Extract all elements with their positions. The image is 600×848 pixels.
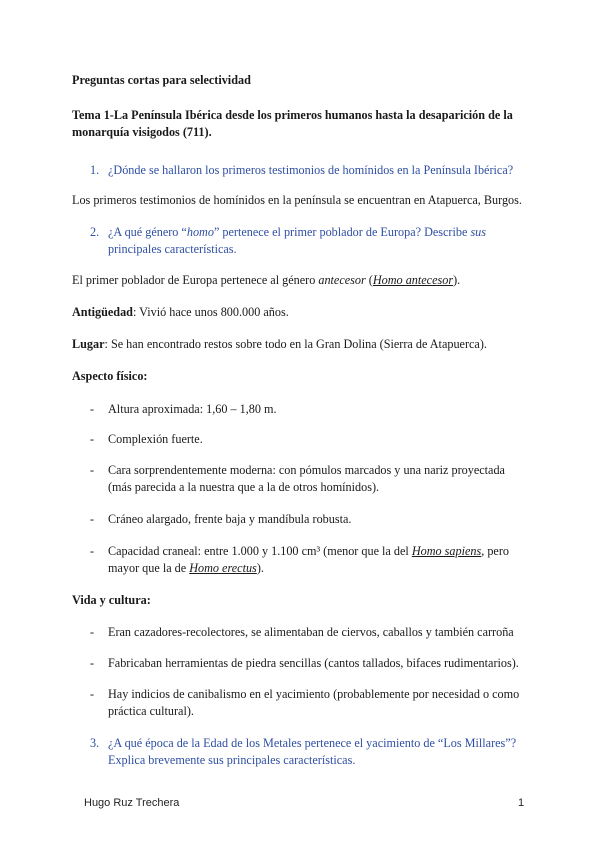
aspecto-item-4: Cráneo alargado, frente baja y mandíbula robusta. — [108, 512, 352, 526]
aspecto-item-2: Complexión fuerte. — [108, 432, 203, 446]
bullet-dash: - — [90, 512, 95, 526]
aspecto-item-1: Altura aproximada: 1,60 – 1,80 m. — [108, 402, 277, 416]
bullet-dash: - — [90, 687, 95, 701]
vida-item-3: Hay indicios de canibalismo en el yacimiento (probablemente por necesidad o como práctica cultural). — [108, 687, 520, 718]
bullet-dash: - — [90, 625, 95, 639]
lugar-line: Lugar: Se han encontrado restos sobre todo en la Gran Dolina (Sierra de Atapuerca). — [72, 337, 487, 351]
vida-item-1: Eran cazadores-recolectores, se alimentaban de ciervos, caballos y también carroña — [108, 625, 514, 639]
footer-author: Hugo Ruz Trechera — [84, 797, 180, 809]
answer-2: El primer poblador de Europa pertenece al género antecesor (Homo antecesor). — [72, 273, 461, 287]
question-1-text: ¿Dónde se hallaron los primeros testimonios de homínidos en la Península Ibérica? — [108, 163, 514, 177]
question-1-number: 1. — [90, 163, 100, 177]
bullet-dash: - — [90, 656, 95, 670]
answer-1: Los primeros testimonios de homínidos en la península se encuentran en Atapuerca, Burgos. — [72, 193, 522, 207]
question-2-number: 2. — [90, 225, 100, 239]
vida-heading: Vida y cultura: — [72, 593, 151, 607]
question-2-text: ¿A qué género “homo” pertenece el primer poblador de Europa? Describe sus principales características. — [108, 225, 487, 256]
question-3-number: 3. — [90, 736, 100, 750]
bullet-dash: - — [90, 402, 95, 416]
bullet-dash: - — [90, 463, 95, 477]
footer-page-number: 1 — [518, 797, 525, 809]
bullet-dash: - — [90, 544, 95, 558]
aspecto-heading: Aspecto físico: — [72, 369, 148, 383]
aspecto-item-5: Capacidad craneal: entre 1.000 y 1.100 cm³ (menor que la del Homo sapiens, pero mayor que la de Homo erectus). — [108, 544, 509, 575]
vida-item-2: Fabricaban herramientas de piedra sencillas (cantos tallados, bifaces rudimentarios). — [108, 656, 519, 670]
aspecto-item-3: Cara sorprendentemente moderna: con pómulos marcados y una nariz proyectada (más parecida a la nuestra que a la de otros homínidos). — [108, 463, 505, 494]
bullet-dash: - — [90, 432, 95, 446]
question-3-text: ¿A qué época de la Edad de los Metales pertenece el yacimiento de “Los Millares”? Explica brevemente sus principales características. — [108, 736, 517, 767]
topic-heading: Tema 1-La Península Ibérica desde los primeros humanos hasta la desaparición de la monarquía visigodos (711). — [72, 108, 513, 139]
antiguedad-line: Antigüedad: Vivió hace unos 800.000 años. — [72, 305, 289, 319]
document-title: Preguntas cortas para selectividad — [72, 73, 251, 87]
